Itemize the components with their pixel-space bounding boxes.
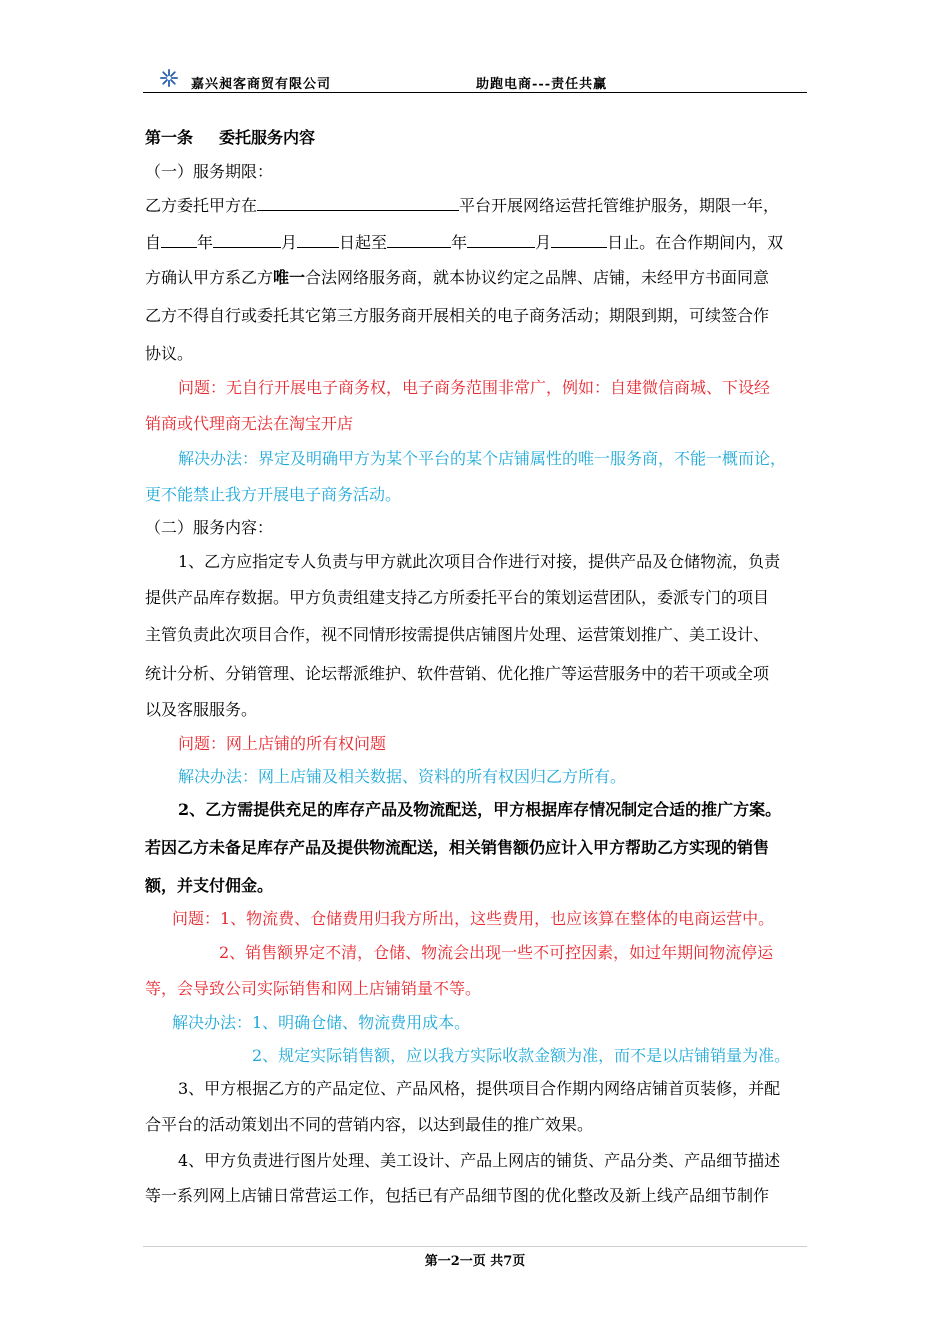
company-logo-icon [160, 69, 178, 87]
service-term-line-1: 乙方委托甲方在 平台开展网络运营托管维护服务，期限一年， [145, 196, 780, 215]
footer-rule [143, 1246, 807, 1247]
clause-2-line-2: 若因乙方未备足库存产品及提供物流配送，相关销售额仍应计入甲方帮助乙方实现的销售 [145, 838, 770, 857]
section2-heading: （二）服务内容： [145, 518, 274, 537]
end-month-blank [467, 233, 535, 248]
clause-4-line-2: 等一系列网上店铺日常营运工作，包括已有产品细节图的优化整改及新上线产品细节制作 [145, 1186, 770, 1205]
issue-note-3-cont: 等，会导致公司实际销售和网上店铺销量不等。 [145, 979, 482, 998]
header-company-name: 嘉兴昶客商贸有限公司 [191, 77, 332, 92]
article-heading: 委托服务内容 [219, 128, 316, 147]
issue-note-1: 问题：无自行开展电子商务权，电子商务范围非常广，例如：自建微信商城、下设经 [178, 378, 771, 397]
solution-note-3-item-2: 2、规定实际销售额，应以我方实际收款金额为准，而不是以店铺销量为准。 [252, 1046, 791, 1065]
clause-1-line-5: 以及客服服务。 [145, 700, 258, 719]
solution-note-2: 解决办法：网上店铺及相关数据、资料的所有权因归乙方所有。 [178, 767, 627, 786]
solution-note-3: 解决办法：1、明确仓储、物流费用成本。 [172, 1013, 471, 1032]
clause-2-line-1: 2、乙方需提供充足的库存产品及物流配送，甲方根据库存情况制定合适的推广方案。 [178, 800, 782, 819]
header-slogan: 助跑电商---责任共赢 [476, 77, 608, 92]
clause-1-line-4: 统计分析、分销管理、论坛帮派维护、软件营销、优化推广等运营服务中的若干项或全项 [145, 664, 770, 683]
issue-note-3: 问题：1、物流费、仓储费用归我方所出，这些费用，也应该算在整体的电商运营中。 [172, 909, 775, 928]
end-day-blank [551, 233, 607, 248]
issue-note-1-cont: 销商或代理商无法在淘宝开店 [145, 414, 354, 433]
start-day-blank [297, 233, 339, 248]
solution-note-1: 解决办法：界定及明确甲方为某个平台的某个店铺属性的唯一服务商，不能一概而论， [178, 449, 787, 468]
section1-heading: （一）服务期限： [145, 162, 274, 181]
clause-3-line-2: 合平台的活动策划出不同的营销内容，以达到最佳的推广效果。 [145, 1115, 594, 1134]
article-title [145, 128, 315, 148]
page-number: 第一2一页 共7页 [424, 1254, 526, 1269]
clause-1-line-3: 主管负责此次项目合作，视不同情形按需提供店铺图片处理、运营策划推广、美工设计、 [145, 625, 770, 644]
end-year-blank [387, 233, 451, 248]
service-term-line-5: 协议。 [145, 344, 194, 363]
platform-blank [257, 196, 459, 211]
issue-note-2: 问题：网上店铺的所有权问题 [178, 734, 387, 753]
clause-1-line-2: 提供产品库存数据。甲方负责组建支持乙方所委托平台的策划运营团队，委派专门的项目 [145, 588, 770, 607]
clause-4-line-1: 4、甲方负责进行图片处理、美工设计、产品上网店的铺货、产品分类、产品细节描述 [178, 1151, 781, 1170]
service-term-line-4: 乙方不得自行或委托其它第三方服务商开展相关的电子商务活动；期限到期，可续签合作 [145, 306, 770, 325]
issue-note-3-item-2: 2、销售额界定不清，仓储、物流会出现一些不可控因素，如过年期间物流停运 [219, 943, 774, 962]
start-month-blank [213, 233, 281, 248]
article-number: 第一条 [145, 128, 194, 147]
clause-1-line-1: 1、乙方应指定专人负责与甲方就此次项目合作进行对接，提供产品及仓储物流，负责 [178, 552, 781, 571]
service-term-line-3: 方确认甲方系乙方唯一合法网络服务商，就本协议约定之品牌、店铺，未经甲方书面同意 [145, 268, 770, 287]
solution-note-1-cont: 更不能禁止我方开展电子商务活动。 [145, 485, 402, 504]
start-year-blank [161, 233, 197, 248]
clause-3-line-1: 3、甲方根据乙方的产品定位、产品风格，提供项目合作期内网络店铺首页装修，并配 [178, 1079, 781, 1098]
clause-2-line-3: 额，并支付佣金。 [145, 876, 274, 895]
header-rule [143, 92, 807, 93]
service-term-line-2: 自 年 月 日起至 年 月 日止。在合作期间内，双 [145, 233, 784, 252]
